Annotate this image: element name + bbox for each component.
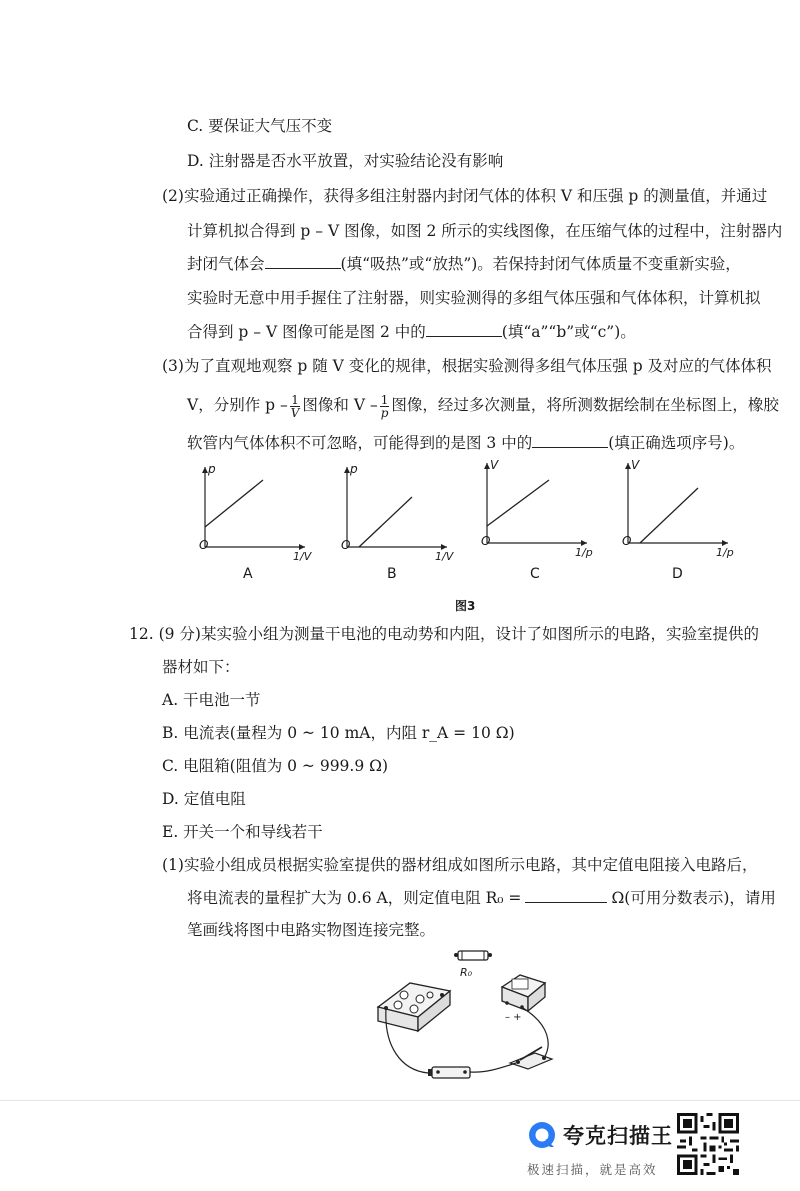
graph-c-origin: O	[481, 534, 491, 548]
brand-slogan: 极速扫描，就是高效	[527, 1162, 658, 1177]
answer-blank-graph[interactable]	[532, 433, 608, 448]
answer-blank-r0[interactable]	[525, 888, 607, 903]
q11-part3-line1: (3)为了直观地观察 p 随 V 变化的规律，根据实验测得多组气体压强 p 及对应的气体体积	[162, 357, 772, 375]
graph-b	[337, 462, 457, 566]
q11-part3-line3	[187, 432, 744, 454]
graph-a-label: A	[243, 566, 253, 582]
q12-item-b: B. 电流表(量程为 0 ~ 10 mA，内阻 r_A = 10 Ω)	[162, 724, 515, 742]
graph-a-line	[205, 480, 263, 527]
q11-part2-line3-pre: 封闭气体会	[187, 255, 265, 273]
q12-line1: 12. (9 分)某实验小组为测量干电池的电动势和内阻，设计了如图所示的电路，实验室提供的	[129, 625, 759, 643]
graph-c-label: C	[530, 566, 540, 582]
q12-item-c: C. 电阻箱(阻值为 0 ~ 999.9 Ω)	[162, 757, 389, 775]
q11-part2-line4: 实验时无意中用手握住了注射器，则实验测得的多组气体压强和气体体积，计算机拟	[187, 289, 761, 307]
q12-part1-line2-post: Ω(可用分数表示)，请用	[611, 889, 776, 907]
graph-a-plot	[195, 462, 315, 562]
resistor-r0	[454, 951, 492, 960]
q11-part3-line3-post: (填正确选项序号)。	[608, 434, 745, 452]
graph-d-origin: O	[622, 534, 632, 548]
q11-part2-line3-post: (填“吸热”或“放热”)。若保持封闭气体质量不变重新实验，	[340, 255, 741, 273]
graph-b-plot	[337, 462, 457, 562]
graph-d-y-axis-label: V	[631, 458, 640, 472]
fraction-1-over-p: $\frac{1}{p}$	[380, 392, 389, 420]
graph-a-y-axis-label: p	[208, 462, 216, 476]
q11-part2-line1: (2)实验通过正确操作，获得多组注射器内封闭气体的体积 V 和压强 p 的测量值，并通过	[162, 187, 768, 205]
graph-d	[618, 458, 738, 562]
q12-line2: 器材如下：	[162, 658, 240, 676]
resistance-box	[378, 983, 450, 1031]
graph-c-y-axis-label: V	[490, 458, 499, 472]
option-d: D. 注射器是否水平放置，对实验结论没有影响	[187, 152, 504, 170]
option-c: C. 要保证大气压不变	[187, 117, 333, 135]
q11-part2-line5-pre: 合得到 p – V 图像可能是图 2 中的	[187, 323, 426, 341]
q12-item-a: A. 干电池一节	[162, 691, 261, 709]
q12-part1-line3: 笔画线将图中电路实物图连接完整。	[187, 921, 436, 939]
graph-a	[195, 462, 315, 566]
q12-part1-line2	[187, 887, 776, 909]
graph-a-x-axis-label: 1/V	[293, 550, 312, 563]
graph-b-line	[359, 497, 412, 547]
graph-c-x-axis-label: 1/p	[575, 546, 593, 559]
graph-d-line	[640, 488, 698, 543]
circuit-diagram	[370, 945, 580, 1090]
q12-item-e: E. 开关一个和导线若干	[162, 823, 323, 841]
graph-c	[477, 458, 597, 562]
q11-part3-line2	[187, 388, 779, 422]
quark-logo-icon	[527, 1120, 557, 1150]
ammeter	[502, 975, 545, 1011]
q11-part3-line2-c: 图像，经过多次测量，将所测数据绘制在坐标图上，橡胶	[391, 396, 779, 414]
resistor-r0-label: R₀	[460, 966, 473, 979]
q12-part1-line2-pre: 将电流表的量程扩大为 0.6 A，则定值电阻 R₀ =	[187, 889, 522, 907]
figure-3-caption: 图3	[455, 599, 476, 613]
graph-c-plot	[477, 458, 597, 558]
brand-name: 夸克扫描王	[563, 1124, 673, 1148]
graph-b-origin: O	[341, 538, 351, 552]
graph-d-x-axis-label: 1/p	[716, 546, 734, 559]
graph-b-x-axis-label: 1/V	[435, 550, 454, 563]
fraction-1-over-v: $\frac{1}{V}$	[290, 392, 300, 420]
switch	[510, 1047, 552, 1069]
qr-code-icon	[677, 1113, 739, 1175]
graph-a-origin: O	[199, 538, 209, 552]
q11-part2-line3	[187, 253, 741, 275]
q11-part3-line2-a: V，分别作 p –	[187, 396, 288, 414]
ammeter-terminals-label: – +	[505, 1012, 522, 1023]
q12-part1-line1: (1)实验小组成员根据实验室提供的器材组成如图所示电路，其中定值电阻接入电路后，	[162, 856, 758, 874]
answer-blank-curve[interactable]	[426, 322, 502, 337]
graph-c-line	[487, 480, 549, 526]
q11-part3-line3-pre: 软管内气体体积不可忽略，可能得到的是图 3 中的	[187, 434, 533, 452]
graph-b-label: B	[387, 566, 397, 582]
battery	[428, 1067, 470, 1078]
answer-blank-heat[interactable]	[265, 254, 341, 269]
q11-part2-line5-post: (填“a”“b”或“c”)。	[501, 323, 636, 341]
q12-item-d: D. 定值电阻	[162, 790, 246, 808]
graph-d-label: D	[672, 566, 683, 582]
graph-d-plot	[618, 458, 738, 558]
graph-b-y-axis-label: p	[350, 462, 358, 476]
q11-part3-line2-b: 图像和 V –	[302, 396, 378, 414]
q11-part2-line2: 计算机拟合得到 p – V 图像，如图 2 所示的实线图像，在压缩气体的过程中，注射器内	[187, 222, 783, 240]
q11-part2-line5	[187, 321, 636, 343]
